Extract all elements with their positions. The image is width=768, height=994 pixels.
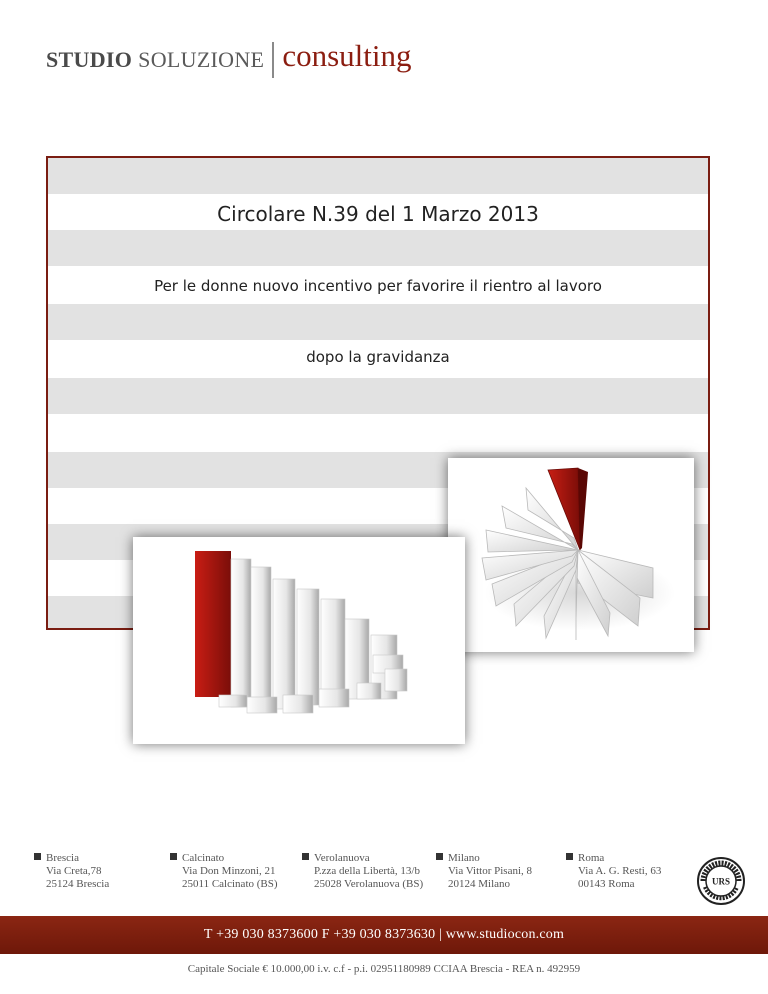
office-postal: 25028 Verolanuova (BS) <box>314 878 424 890</box>
office-address: Via Don Minzoni, 21 <box>182 865 276 877</box>
panel-stripe <box>48 304 708 340</box>
office-postal: 00143 Roma <box>578 878 635 890</box>
office-calcinato <box>170 852 278 891</box>
office-address: Via Creta,78 <box>46 865 102 877</box>
panel-stripe <box>48 230 708 266</box>
bullet-icon <box>566 853 573 860</box>
office-city: Brescia <box>46 852 79 864</box>
office-address: P.zza della Libertà, 13/b <box>314 865 420 877</box>
logo-divider <box>272 42 274 78</box>
office-address: Via Vittor Pisani, 8 <box>448 865 533 877</box>
company-logo <box>46 38 412 78</box>
circolare-title: Circolare N.39 del 1 Marzo 2013 <box>217 202 539 226</box>
office-brescia <box>34 852 109 891</box>
certification-seal-icon <box>697 857 745 905</box>
office-addresses <box>34 852 734 912</box>
office-postal: 20124 Milano <box>448 878 511 890</box>
logo-soluzione-text: SOLUZIONE <box>138 47 265 72</box>
circolare-subtitle-line2: dopo la gravidanza <box>306 348 450 366</box>
panel-stripe <box>48 158 708 194</box>
office-city: Calcinato <box>182 852 225 864</box>
bullet-icon <box>302 853 309 860</box>
office-city: Verolanuova <box>314 852 370 864</box>
contact-info: T +39 030 8373600 F +39 030 8373630 | www.studiocon.com <box>203 927 565 942</box>
circolare-subtitle-line1: Per le donne nuovo incentivo per favorire il rientro al lavoro <box>154 277 602 295</box>
office-roma <box>566 852 661 891</box>
logo-studio-text: STUDIO <box>46 47 133 72</box>
office-city: Roma <box>578 852 605 864</box>
office-milano <box>436 852 532 891</box>
legal-footer: Capitale Sociale € 10.000,00 i.v. c.f - p.i. 02951180989 CCIAA Brescia - REA n. 492959 <box>187 963 581 975</box>
bar-chart-illustration <box>133 537 465 744</box>
contact-bar <box>0 916 768 954</box>
bullet-icon <box>436 853 443 860</box>
bullet-icon <box>34 853 41 860</box>
office-postal: 25011 Calcinato (BS) <box>182 878 278 890</box>
pie-chart-illustration <box>448 458 694 652</box>
office-address: Via A. G. Resti, 63 <box>578 865 662 877</box>
seal-label: URS <box>711 876 731 887</box>
office-verolanuova <box>302 852 423 891</box>
office-postal: 25124 Brescia <box>46 878 110 890</box>
office-city: Milano <box>448 852 480 864</box>
bullet-icon <box>170 853 177 860</box>
logo-consulting-text: consulting <box>282 38 412 73</box>
panel-stripe <box>48 378 708 414</box>
